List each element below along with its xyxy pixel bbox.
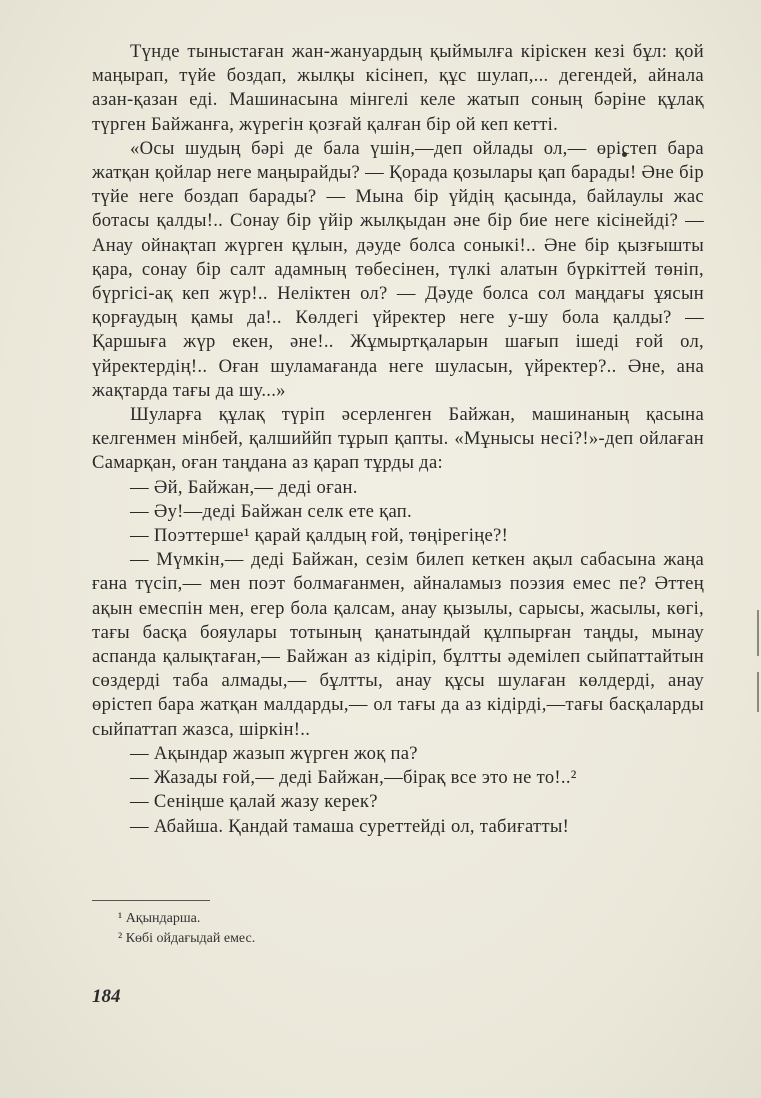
dialogue-line: — Әй, Байжан,— деді оған. — [130, 476, 358, 498]
dialogue-line: — Поэттерше¹ қарай қалдың ғой, төңірегіңе?! — [130, 525, 509, 547]
dialogue-line: — Мүмкін,— деді Байжан, сезім билеп кеткен ақыл сабасына жаңа ғана түсіп,— мен поэт болмағанмен, айналамыз поэзия емес пе? Әттең ақын емеспін мен, егер бола қалсам, анау қызылы, сарысы, жасылы, көгі, тағы басқа бояулары тотының қанатындай құлпырған таңды, мынау аспанда қалықтаған,— Байжан аз кідіріп, бұлтты әдемілеп сыйпаттайтын сөздерді таба алмады,— бұлтты, анау құсы шулаған көлдерді, анау өрістеп бара жатқан малдарды,— ол тағы да аз кідірді,—тағы басқаларды сыйпаттап жазса, шіркін!.. — [92, 549, 704, 740]
main-text — [92, 40, 704, 839]
footnotes — [92, 900, 704, 949]
paragraph: «Осы шудың бәрі де бала үшін,—деп ойлады ол,— өрістеп бара жатқан қойлар неге маңырайды? — Қорада қозылары қап барады! Әне бір түйе неге боздап барады? — Мына бір үйдің қасында, байлаулы жас ботасы қалды!.. Сонау бір үйір жылқыдан әне бір бие неге кісінейді? — Анау ойнақтап жүрген құлын, дәуде болса соныкі!.. Әне бір қызғышты қара, сонау бір салт адамның төбесінен, түлкі алатын бүркіттей төніп, бүргісі-ақ кеп жүр!.. Неліктен ол? — Дәуде болса сол маңдағы ұясын қорғаудың қамы да!.. Көлдегі үйректер неге у-шу бола қалды? — Қаршыға жүр екен, әне!.. Жұмыртқаларын шағып ішеді ғой ол, үйректердің!.. Оған шуламағанда неге шуласын, үйректер?.. Әне, ана жақтарда тағы да шу...» — [92, 137, 704, 401]
dialogue-line: — Абайша. Қандай тамаша суреттейді ол, табиғатты! — [130, 815, 570, 837]
paragraph: Шуларға құлақ түріп әсерленген Байжан, машинаның қасына келгенмен мінбей, қалшиййп тұрып қапты. «Мұнысы несі?!»-деп ойлаған Самарқан, оған таңдана аз қарап тұрды да: — [92, 404, 704, 474]
dialogue-line: — Жазады ғой,— деді Байжан,—бірақ все это не то!..² — [130, 767, 577, 789]
footnote-divider — [92, 900, 210, 901]
page-edge-mark — [757, 610, 759, 656]
page-edge-mark — [757, 672, 759, 712]
footnote-1: ¹ Ақындарша. — [118, 911, 201, 926]
page-number: 184 — [92, 986, 121, 1007]
paragraph: Түнде тыныстаған жан-жануардың қыймылға кіріскен кезі бұл: қой маңырап, түйе боздап, жылқы кісінеп, құс шулап,... дегендей, айнала азан-қазан еді. Машинасына мінгелі келе жатып соның бәріне құлақ түрген Байжанға, жүрегін қозғай қалған бір ой кеп кетті. — [92, 41, 704, 135]
footnote-2: ² Көбі ойдағыдай емес. — [118, 931, 256, 946]
dialogue-line: — Әу!—деді Байжан селк ете қап. — [130, 500, 412, 522]
dialogue-line: — Сеніңше қалай жазу керек? — [130, 791, 378, 813]
dialogue-line: — Ақындар жазып жүрген жоқ па? — [130, 742, 418, 764]
